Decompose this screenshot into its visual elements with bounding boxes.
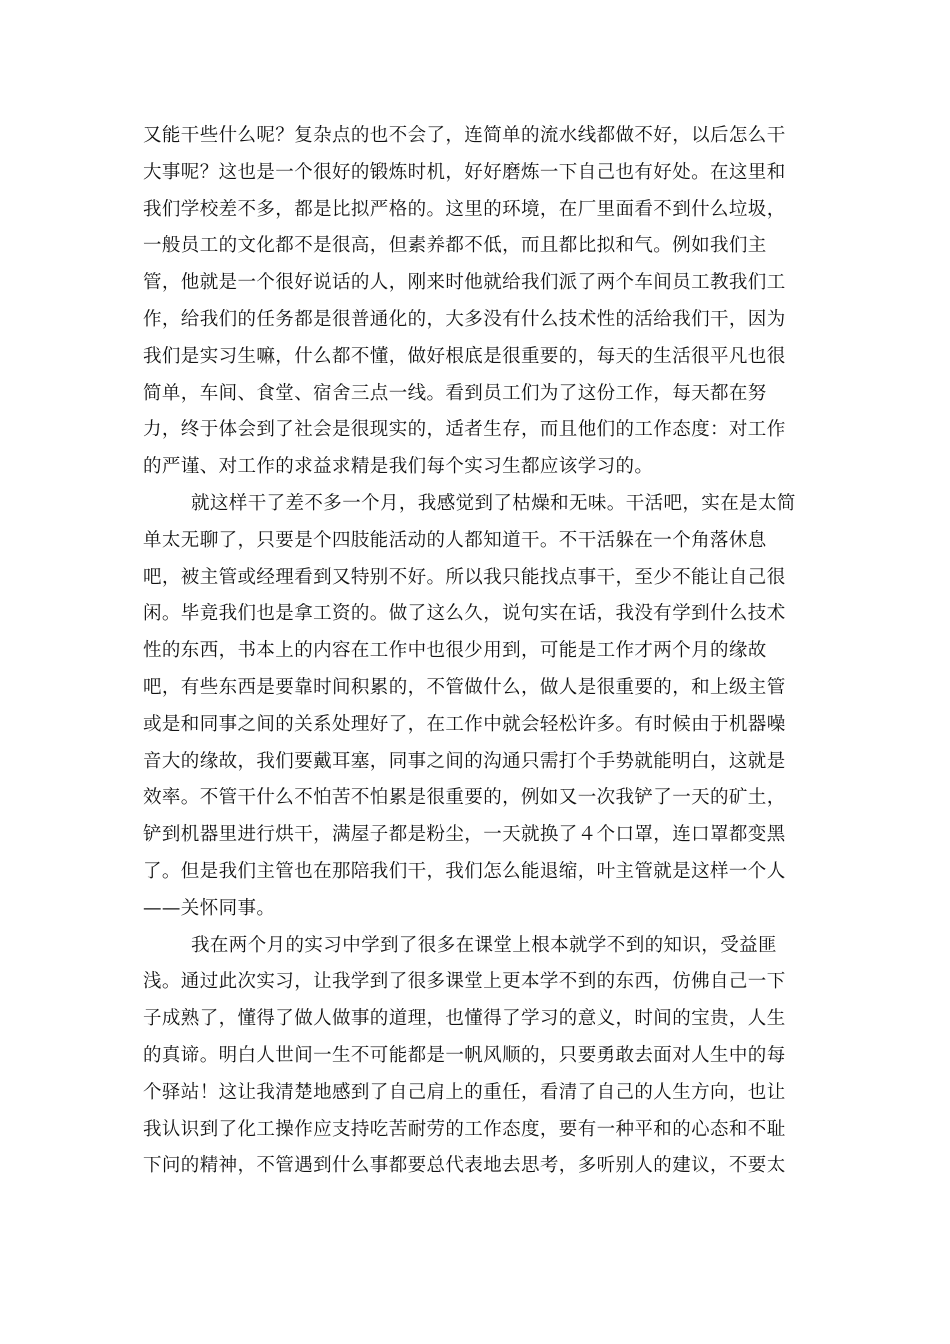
text-line: 力，终于体会到了社会是很现实的，适者生存，而且他们的工作态度：对工作	[143, 419, 786, 441]
text-line: 了。但是我们主管也在那陪我们干，我们怎么能退缩，叶主管就是这样一个人	[143, 860, 786, 882]
text-line: 吧，被主管或经理看到又特别不好。所以我只能找点事干，至少不能让自己很	[143, 566, 786, 588]
text-line: 音大的缘故，我们要戴耳塞，同事之间的沟通只需打个手势就能明白，这就是	[143, 750, 786, 772]
paragraph-2	[143, 486, 808, 928]
text-line: 性的东西，书本上的内容在工作中也很少用到，可能是工作才两个月的缘故	[143, 640, 767, 662]
document-body	[143, 118, 808, 1185]
text-line: ——关怀同事。	[143, 897, 276, 919]
paragraph-3	[143, 928, 808, 1186]
paragraph-1	[143, 118, 808, 486]
text-line-indented: 我在两个月的实习中学到了很多在课堂上根本就学不到的知识，受益匪	[191, 934, 777, 956]
text-line: 大事呢？这也是一个很好的锻炼时机，好好磨炼一下自己也有好处。在这里和	[143, 161, 786, 183]
text-line: 一般员工的文化都不是很高，但素养都不低，而且都比拟和气。例如我们主	[143, 235, 767, 257]
text-line: 铲到机器里进行烘干，满屋子都是粉尘，一天就换了４个口罩，连口罩都变黑	[143, 824, 786, 846]
text-line: 我们学校差不多，都是比拟严格的。这里的环境，在厂里面看不到什么垃圾，	[143, 198, 786, 220]
text-line: 简单，车间、食堂、宿舍三点一线。看到员工们为了这份工作，每天都在努	[143, 382, 767, 404]
text-line: 又能干些什么呢？复杂点的也不会了，连简单的流水线都做不好，以后怎么干	[143, 125, 786, 146]
text-line: 单太无聊了，只要是个四肢能活动的人都知道干。不干活躲在一个角落休息	[143, 529, 767, 551]
text-line: 或是和同事之间的关系处理好了，在工作中就会轻松许多。有时候由于机器噪	[143, 713, 786, 735]
text-line: 作，给我们的任务都是很普通化的，大多没有什么技术性的活给我们干，因为	[143, 308, 786, 330]
text-line: 我认识到了化工操作应支持吃苦耐劳的工作态度，要有一种平和的心态和不耻	[143, 1118, 786, 1140]
text-line: 管，他就是一个很好说话的人，刚来时他就给我们派了两个车间员工教我们工	[143, 272, 786, 294]
text-line: 的真谛。明白人世间一生不可能都是一帆风顺的，只要勇敢去面对人生中的每	[143, 1044, 786, 1066]
text-line: 吧，有些东西是要靠时间积累的，不管做什么，做人是很重要的，和上级主管	[143, 676, 786, 698]
text-line-indented: 就这样干了差不多一个月，我感觉到了枯燥和无味。干活吧，实在是太简	[191, 492, 796, 514]
text-line: 效率。不管干什么不怕苦不怕累是很重要的，例如又一次我铲了一天的矿土，	[143, 787, 786, 809]
text-line: 的严谨、对工作的求益求精是我们每个实习生都应该学习的。	[143, 456, 654, 478]
text-line: 浅。通过此次实习，让我学到了很多课堂上更本学不到的东西，仿佛自己一下	[143, 971, 786, 993]
text-line: 下问的精神，不管遇到什么事都要总代表地去思考，多听别人的建议，不要太	[143, 1155, 786, 1177]
text-line: 个驿站！这让我清楚地感到了自己肩上的重任，看清了自己的人生方向，也让	[143, 1081, 786, 1103]
text-line: 我们是实习生嘛，什么都不懂，做好根底是很重要的，每天的生活很平凡也很	[143, 345, 786, 367]
text-line: 闲。毕竟我们也是拿工资的。做了这么久，说句实在话，我没有学到什么技术	[143, 603, 786, 625]
text-line: 子成熟了，懂得了做人做事的道理，也懂得了学习的意义，时间的宝贵，人生	[143, 1008, 786, 1030]
